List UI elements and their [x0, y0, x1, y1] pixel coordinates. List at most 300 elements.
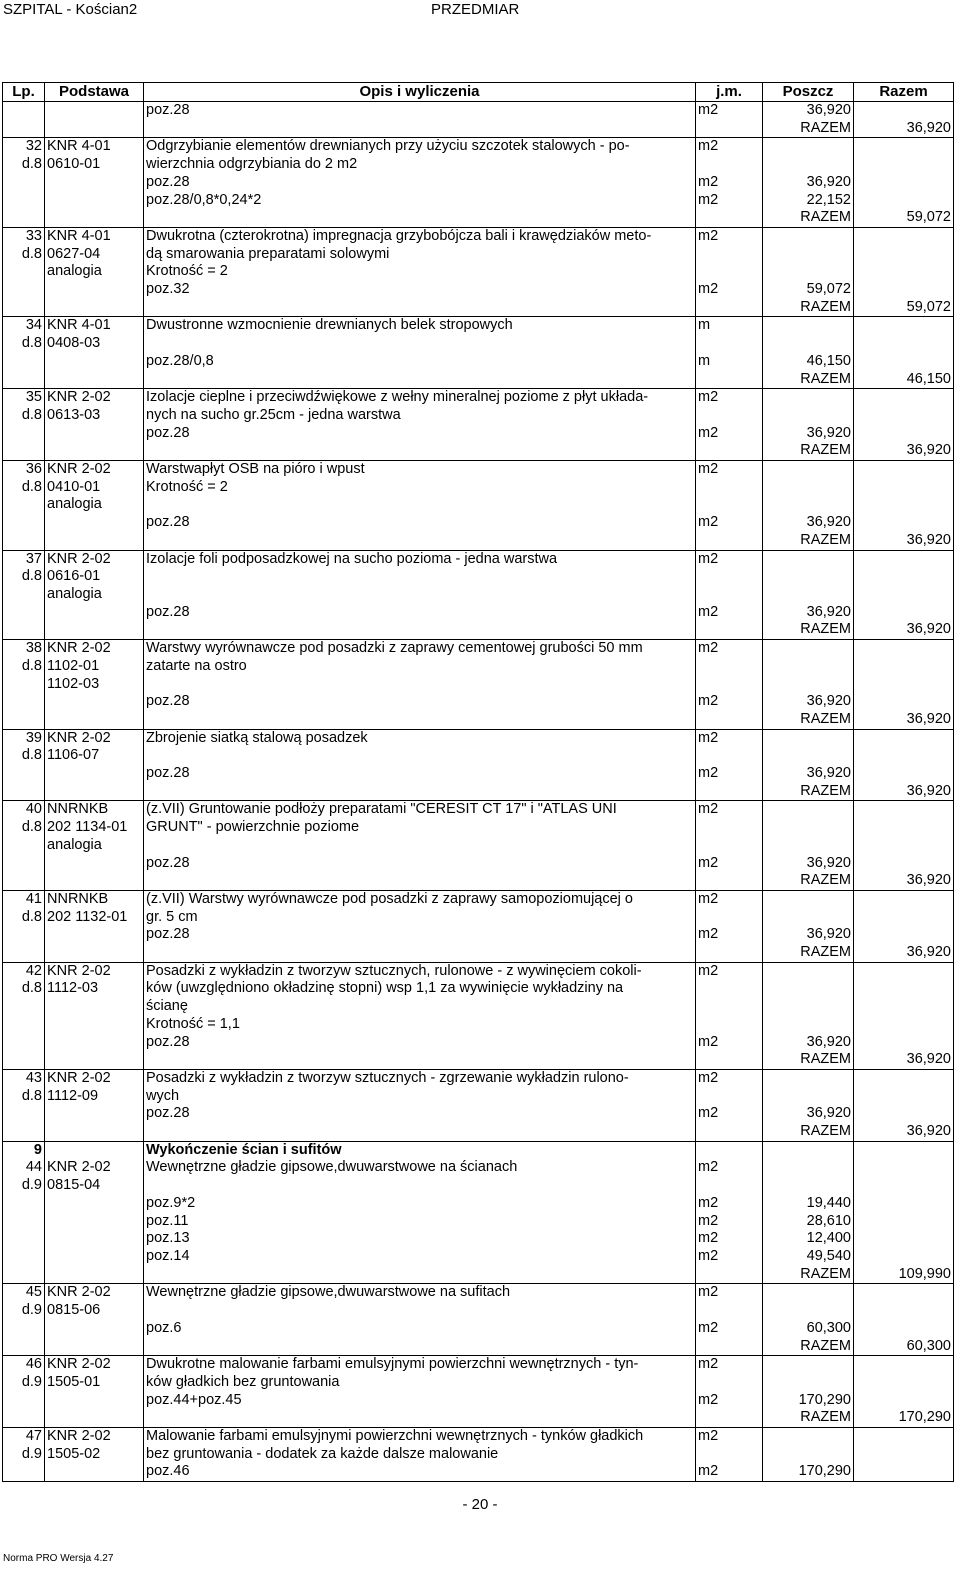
razem-label: RAZEM: [800, 1265, 851, 1282]
position-number: [3, 461, 45, 515]
partial-cell: [763, 138, 854, 174]
total-cell: [854, 890, 954, 926]
unit-cell: [696, 855, 763, 873]
description-line: Warstwapłyt OSB na pióro i wpust: [146, 461, 365, 478]
position-number: [3, 138, 45, 174]
calculation-row: [3, 174, 954, 192]
unit-cell: [696, 1409, 763, 1427]
partial-cell: [763, 640, 854, 694]
description-cell: [144, 461, 696, 515]
subtotal-row: [3, 711, 954, 729]
unit-cell: [696, 872, 763, 890]
basis-cell: [45, 693, 144, 711]
calc-formula: poz.28: [146, 1105, 190, 1122]
subtotal-value: [854, 442, 954, 460]
lp-cell: [3, 174, 45, 192]
table-header-row: [3, 83, 954, 102]
unit-cell: [696, 514, 763, 532]
basis-cell: [45, 192, 144, 210]
unit-cell: [696, 1159, 763, 1194]
lp-cell: [3, 1392, 45, 1410]
razem-value: 36,920: [906, 531, 951, 548]
subtotal-label: [763, 299, 854, 317]
lp-cell: [3, 765, 45, 783]
unit-cell: [696, 621, 763, 639]
description-cell: [144, 1159, 696, 1194]
unit-cell: [696, 1266, 763, 1284]
basis-cell: [45, 442, 144, 460]
unit: m2: [698, 138, 719, 155]
description-cell: [144, 317, 696, 353]
calc-expression: [144, 1034, 696, 1052]
partial-value: 36,920: [806, 603, 851, 620]
section-number: [3, 1141, 45, 1159]
basis-cell: [45, 514, 144, 532]
partial-cell: [763, 729, 854, 765]
col-header-lp: Lp.: [3, 83, 45, 102]
calc-formula: poz.28: [146, 765, 190, 782]
calc-expression: [144, 765, 696, 783]
position-number: [3, 962, 45, 1033]
subtotal-value: [854, 1051, 954, 1069]
calc-formula: poz.44+poz.45: [146, 1391, 242, 1408]
description-cell: [144, 1284, 696, 1320]
unit-cell: [696, 1123, 763, 1141]
subtotal-row: [3, 872, 954, 890]
basis-cell: [45, 621, 144, 639]
lp-line: d.9: [21, 1177, 42, 1194]
position-row: [3, 550, 954, 604]
lp-cell: [3, 1034, 45, 1052]
subtotal-value: [854, 532, 954, 550]
calc-expression: [144, 1105, 696, 1123]
basis-cell: [45, 1392, 144, 1410]
razem-label: RAZEM: [800, 1051, 851, 1068]
razem-value: 36,920: [906, 782, 951, 799]
lp-cell: [3, 1105, 45, 1123]
lp-line: 32: [25, 138, 42, 155]
calculation-row: [3, 1105, 954, 1123]
calculation-row: [3, 926, 954, 944]
col-header-unit: j.m.: [696, 83, 763, 102]
unit: m2: [698, 640, 719, 657]
basis-cell: [45, 353, 144, 371]
position-row: [3, 1069, 954, 1105]
total-cell: [854, 1141, 954, 1159]
description-cell: [144, 621, 696, 639]
total-cell: [854, 604, 954, 622]
unit-cell: [696, 192, 763, 210]
unit: m2: [698, 854, 719, 871]
partial-value: 36,920: [806, 173, 851, 190]
razem-value: 36,920: [906, 872, 951, 889]
unit: m2: [698, 801, 719, 818]
unit-cell: [696, 693, 763, 711]
basis-line: KNR 2-02: [47, 550, 111, 567]
unit: m2: [698, 1033, 719, 1050]
basis-cell: [45, 1159, 144, 1194]
section-title: [144, 1141, 696, 1159]
partial-value: 36,920: [806, 424, 851, 441]
position-row: [3, 389, 954, 425]
lp-cell: [3, 1409, 45, 1427]
unit-cell: [696, 1338, 763, 1356]
subtotal-row: [3, 783, 954, 801]
calc-expression: [144, 425, 696, 443]
lp-cell: [3, 1123, 45, 1141]
partial-cell: [763, 192, 854, 210]
basis-cell: [45, 461, 144, 515]
total-cell: [854, 1284, 954, 1320]
partial-value: 60,300: [806, 1319, 851, 1336]
table-body: [3, 102, 954, 1482]
unit: m2: [698, 102, 719, 118]
calculation-row: [3, 1230, 954, 1248]
razem-value: 60,300: [906, 1337, 951, 1354]
unit: m2: [698, 1069, 719, 1086]
partial-value: 170,290: [798, 1463, 851, 1480]
partial-cell: [763, 1248, 854, 1266]
position-row: [3, 317, 954, 353]
subtotal-label: [763, 621, 854, 639]
description-line: Krotność = 2: [146, 478, 228, 495]
subtotal-value: [854, 711, 954, 729]
calc-expression: [144, 1248, 696, 1266]
description-cell: [144, 801, 696, 855]
position-row: [3, 1284, 954, 1320]
calc-formula: poz.28: [146, 693, 190, 710]
basis-line: 1102-03: [47, 675, 100, 692]
basis-cell: [45, 1230, 144, 1248]
basis-line: 1102-01: [47, 657, 100, 674]
position-row: [3, 801, 954, 855]
lp-line: 42: [25, 962, 42, 979]
description-line: Zbrojenie siatką stalową posadzek: [146, 729, 368, 746]
basis-cell: [45, 890, 144, 926]
subtotal-row: [3, 944, 954, 962]
basis-line: 1112-09: [47, 1087, 99, 1104]
calculation-row: [3, 281, 954, 299]
calc-expression: [144, 926, 696, 944]
unit-cell: [696, 209, 763, 227]
position-number: [3, 729, 45, 765]
unit-cell: [696, 1069, 763, 1105]
total-cell: [854, 514, 954, 532]
basis-line: 0815-04: [47, 1177, 101, 1194]
lp-cell: [3, 102, 45, 120]
basis-cell: [45, 138, 144, 174]
position-row: [3, 1159, 954, 1194]
unit-cell: [696, 138, 763, 174]
lp-line: 34: [25, 317, 42, 334]
calculation-row: [3, 693, 954, 711]
description-line: Izolacje foli podposadzkowej na sucho pozioma - jedna warstwa: [146, 550, 558, 567]
position-row: [3, 461, 954, 515]
calc-formula: poz.28: [146, 173, 190, 190]
position-row: [3, 138, 954, 174]
total-cell: [854, 1248, 954, 1266]
description-line: zatarte na ostro: [146, 657, 247, 674]
basis-line: 0616-01: [47, 568, 101, 585]
partial-cell: [763, 765, 854, 783]
subtotal-label: [763, 371, 854, 389]
subtotal-value: [854, 1409, 954, 1427]
description-cell: [144, 1069, 696, 1105]
description-line: Warstwy wyrównawcze pod posadzki z zaprawy cementowej grubości 50 mm: [146, 640, 643, 657]
basis-cell: [45, 729, 144, 765]
description-line: wych: [146, 1087, 180, 1104]
partial-value: 36,920: [806, 693, 851, 710]
basis-cell: [45, 317, 144, 353]
total-cell: [854, 640, 954, 694]
basis-cell: [45, 425, 144, 443]
document-type: PRZEDMIAR: [431, 1, 520, 18]
basis-line: KNR 4-01: [47, 227, 111, 244]
partial-value: 36,920: [806, 926, 851, 943]
calc-formula: poz.28: [146, 926, 190, 943]
subtotal-label: [763, 944, 854, 962]
basis-line: KNR 4-01: [47, 138, 111, 155]
partial-cell: [763, 1141, 854, 1159]
lp-cell: [3, 1051, 45, 1069]
basis-cell: [45, 1284, 144, 1320]
partial-cell: [763, 1320, 854, 1338]
unit: m2: [698, 1463, 719, 1480]
total-cell: [854, 926, 954, 944]
description-cell: [144, 890, 696, 926]
total-cell: [854, 1356, 954, 1392]
subtotal-row: [3, 209, 954, 227]
lp-line: d.8: [21, 335, 42, 352]
unit: m2: [698, 765, 719, 782]
basis-cell: [45, 944, 144, 962]
basis-cell: [45, 1428, 144, 1464]
unit: m2: [698, 1105, 719, 1122]
basis-cell: [45, 227, 144, 281]
lp-cell: [3, 192, 45, 210]
lp-line: 40: [25, 801, 42, 818]
total-cell: [854, 1195, 954, 1213]
description-cell: [144, 1123, 696, 1141]
unit-cell: [696, 227, 763, 281]
unit-cell: [696, 801, 763, 855]
basis-cell: [45, 1034, 144, 1052]
basis-cell: [45, 389, 144, 425]
partial-cell: [763, 1159, 854, 1194]
partial-cell: [763, 514, 854, 532]
position-number: [3, 1069, 45, 1105]
calc-formula: poz.11: [146, 1212, 189, 1229]
unit-cell: [696, 1284, 763, 1320]
unit-cell: [696, 890, 763, 926]
razem-label: RAZEM: [800, 872, 851, 889]
position-row: [3, 1428, 954, 1464]
calculation-row: [3, 1195, 954, 1213]
unit: m2: [698, 1248, 719, 1264]
total-cell: [854, 855, 954, 873]
basis-line: analogia: [47, 585, 102, 602]
calculation-row: [3, 604, 954, 622]
partial-value: 12,400: [806, 1230, 851, 1247]
basis-line: KNR 2-02: [47, 1069, 111, 1086]
lp-cell: [3, 371, 45, 389]
description-line: Krotność = 2: [146, 263, 228, 280]
total-cell: [854, 1034, 954, 1052]
unit-cell: [696, 299, 763, 317]
lp-cell: [3, 120, 45, 138]
calc-formula: poz.28: [146, 1033, 190, 1050]
unit-cell: [696, 174, 763, 192]
unit: m2: [698, 729, 719, 746]
subtotal-label: [763, 1123, 854, 1141]
basis-cell: [45, 801, 144, 855]
subtotal-value: [854, 209, 954, 227]
partial-cell: [763, 281, 854, 299]
basis-cell: [45, 371, 144, 389]
calculation-row: [3, 1034, 954, 1052]
unit-cell: [696, 425, 763, 443]
unit-cell: [696, 461, 763, 515]
unit: m2: [698, 514, 719, 531]
position-row: [3, 1356, 954, 1392]
calc-formula: poz.46: [146, 1463, 190, 1480]
lp-cell: [3, 944, 45, 962]
description-cell: [144, 729, 696, 765]
subtotal-value: [854, 1338, 954, 1356]
description-cell: [144, 209, 696, 227]
partial-value: 49,540: [806, 1248, 851, 1264]
unit-cell: [696, 711, 763, 729]
partial-cell: [763, 855, 854, 873]
razem-label: RAZEM: [800, 209, 851, 226]
unit: m2: [698, 1194, 719, 1211]
razem-label: RAZEM: [800, 442, 851, 459]
lp-cell: [3, 1266, 45, 1284]
razem-value: 46,150: [906, 370, 951, 387]
unit-cell: [696, 389, 763, 425]
partial-value: 28,610: [806, 1212, 851, 1229]
description-cell: [144, 389, 696, 425]
subtotal-row: [3, 442, 954, 460]
partial-cell: [763, 962, 854, 1033]
calc-formula: poz.28: [146, 102, 190, 118]
position-number: [3, 227, 45, 281]
unit-cell: [696, 1105, 763, 1123]
unit: m2: [698, 389, 719, 406]
subtotal-value: [854, 120, 954, 138]
position-number: [3, 317, 45, 353]
basis-line: analogia: [47, 263, 102, 280]
description-cell: [144, 1266, 696, 1284]
description-line: (z.VII) Warstwy wyrównawcze pod posadzki z zaprawy samopoziomującej o: [146, 890, 633, 907]
basis-cell: [45, 1320, 144, 1338]
estimate-table: [2, 82, 954, 1482]
unit-cell: [696, 353, 763, 371]
partial-cell: [763, 693, 854, 711]
unit: m2: [698, 1230, 719, 1247]
razem-value: 36,920: [906, 710, 951, 727]
razem-label: RAZEM: [800, 370, 851, 387]
unit-cell: [696, 944, 763, 962]
unit-cell: [696, 371, 763, 389]
lp-cell: [3, 442, 45, 460]
partial-cell: [763, 1069, 854, 1105]
unit-cell: [696, 1034, 763, 1052]
unit: m2: [698, 1159, 719, 1176]
partial-value: 36,920: [806, 1105, 851, 1122]
lp-line: 35: [25, 389, 42, 406]
basis-cell: [45, 926, 144, 944]
lp-cell: [3, 1248, 45, 1266]
description-line: Dwukrotna (czterokrotna) impregnacja grzybobójcza bali i krawędziaków meto-: [146, 227, 652, 244]
razem-label: RAZEM: [800, 1337, 851, 1354]
total-cell: [854, 765, 954, 783]
total-cell: [854, 1392, 954, 1410]
basis-cell: [45, 174, 144, 192]
description-line: nych na sucho gr.25cm - jedna warstwa: [146, 406, 401, 423]
lp-line: 39: [25, 729, 42, 746]
subtotal-label: [763, 1051, 854, 1069]
subtotal-value: [854, 299, 954, 317]
partial-cell: [763, 461, 854, 515]
unit: m: [698, 317, 711, 334]
unit-cell: [696, 1195, 763, 1213]
calc-expression: [144, 1213, 696, 1231]
basis-cell: [45, 1105, 144, 1123]
description-cell: [144, 1338, 696, 1356]
razem-label: RAZEM: [800, 298, 851, 315]
position-number: [3, 1356, 45, 1392]
description-line: gr. 5 cm: [146, 908, 198, 925]
total-cell: [854, 962, 954, 1033]
total-cell: [854, 1463, 954, 1481]
calc-expression: [144, 693, 696, 711]
basis-cell: [45, 299, 144, 317]
lp-cell: [3, 281, 45, 299]
unit-cell: [696, 317, 763, 353]
description-cell: [144, 371, 696, 389]
basis-line: 202 1134-01: [47, 819, 128, 836]
unit-cell: [696, 1463, 763, 1481]
basis-line: 1106-07: [47, 747, 100, 764]
calc-expression: [144, 192, 696, 210]
calculation-row: [3, 425, 954, 443]
partial-cell: [763, 1105, 854, 1123]
description-cell: [144, 640, 696, 694]
section-row: [3, 1141, 954, 1159]
lp-line: d.8: [21, 819, 42, 836]
basis-cell: [45, 550, 144, 604]
description-cell: [144, 550, 696, 604]
razem-label: RAZEM: [800, 1409, 851, 1426]
partial-cell: [763, 1463, 854, 1481]
description-line: Malowanie farbami emulsyjnymi powierzchni wewnętrznych - tynków gładkich: [146, 1428, 644, 1445]
project-name: SZPITAL - Kościan2: [3, 1, 138, 18]
position-row: [3, 227, 954, 281]
calculation-row: [3, 855, 954, 873]
unit: m2: [698, 1391, 719, 1408]
partial-cell: [763, 604, 854, 622]
calc-expression: [144, 1463, 696, 1481]
unit-cell: [696, 1392, 763, 1410]
subtotal-value: [854, 621, 954, 639]
unit: m2: [698, 1428, 719, 1445]
description-line: dą smarowania preparatami solowymi: [146, 245, 390, 262]
calc-formula: poz.28: [146, 603, 190, 620]
basis-cell: [45, 1051, 144, 1069]
description-line: Dwukrotne malowanie farbami emulsyjnymi powierzchni wewnętrznych - tyn-: [146, 1356, 639, 1373]
lp-cell: [3, 532, 45, 550]
